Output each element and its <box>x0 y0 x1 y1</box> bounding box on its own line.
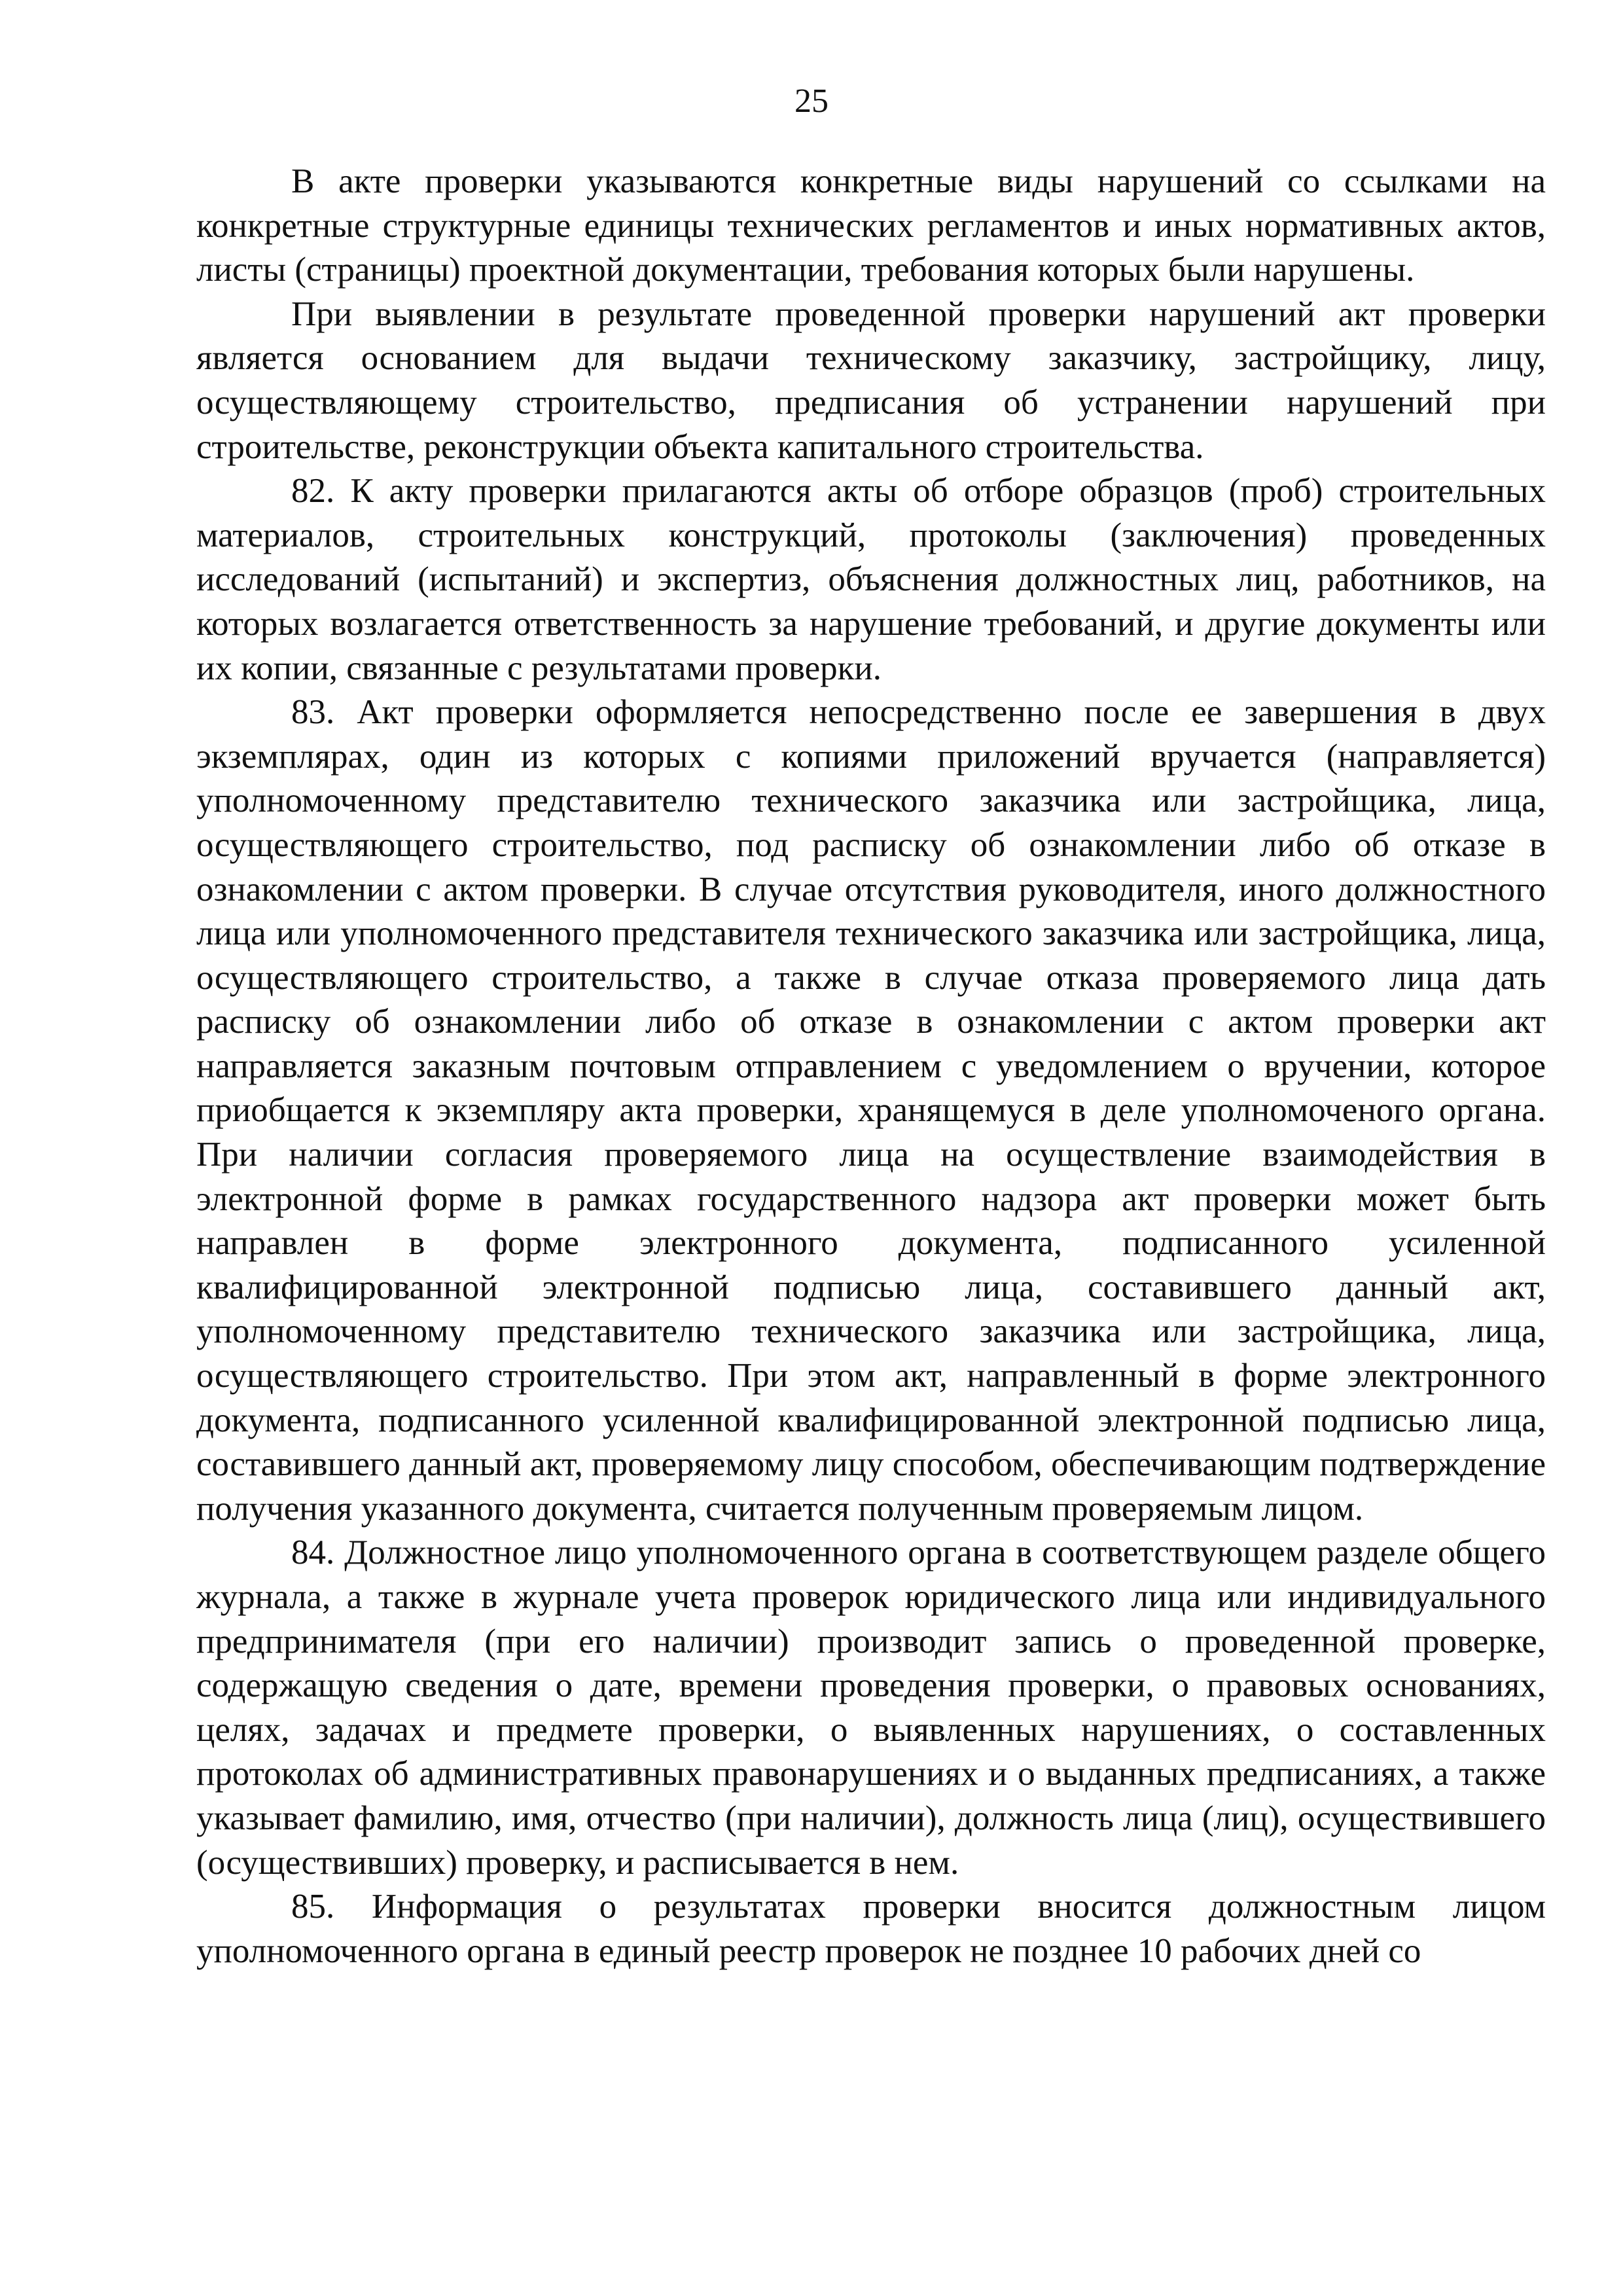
paragraph-violation-order-basis: При выявлении в результате проведенной проверки нарушений акт проверки является основанием для выдачи техническому заказчику, застройщику, лицу, осуществляющему строительство, предписания об устранении нарушений при строительстве, реконструкции объекта капитального строительства. <box>196 295 1546 466</box>
paragraph-84-journal-record: 84. Должностное лицо уполномоченного органа в соответствующем разделе общего журнала, а также в журнале учета проверок юридического лица или индивидуального предпринимателя (при его наличии) производит запись о проведенной проверке, содержащую сведения о дате, времени проведения проверки, о правовых основаниях, целях, задачах и предмете проверки, о выявленных нарушениях, о составленных протоколах об административных правонарушениях и о выданных предписаниях, а также указывает фамилию, имя, отчество (при наличии), должность лица (лиц), осуществившего (осуществивших) проверку, и расписывается в нем. <box>196 1534 1546 1882</box>
paragraph-85-register-entry: 85. Информация о результатах проверки вносится должностным лицом уполномоченного органа в единый реестр проверок не позднее 10 рабочих дней со <box>196 1888 1546 1970</box>
page-number: 25 <box>794 82 829 120</box>
paragraph-act-violations: В акте проверки указываются конкретные виды нарушений со ссылками на конкретные структурные единицы технических регламентов и иных нормативных актов, листы (страницы) проектной документации, требования которых были нарушены. <box>196 162 1546 289</box>
document-body <box>196 160 1546 1973</box>
paragraph-82-attachments: 82. К акту проверки прилагаются акты об отборе образцов (проб) строительных материалов, строительных конструкций, протоколы (заключения) проведенных исследований (испытаний) и экспертиз, объяснения должностных лиц, работников, на которых возлагается ответственность за нарушение требований, и другие документы или их копии, связанные с результатами проверки. <box>196 472 1546 687</box>
paragraph-83-act-delivery: 83. Акт проверки оформляется непосредственно после ее завершения в двух экземплярах, один из которых с копиями приложений вручается (направляется) уполномоченному представителю технического заказчика или застройщика, лица, осуществляющего строительство, под расписку об ознакомлении либо об отказе в ознакомлении с актом проверки. В случае отсутствия руководителя, иного должностного лица или уполномоченного представителя технического заказчика или застройщика, лица, осуществляющего строительство, а также в случае отказа проверяемого лица дать расписку об ознакомлении либо об отказе в ознакомлении с актом проверки акт направляется заказным почтовым отправлением с уведомлением о вручении, которое приобщается к экземпляру акта проверки, хранящемуся в деле уполномоченого органа. При наличии согласия проверяемого лица на осуществление взаимодействия в электронной форме в рамках государственного надзора акт проверки может быть направлен в форме электронного документа, подписанного усиленной квалифицированной электронной подписью лица, составившего данный акт, уполномоченному представителю технического заказчика или застройщика, лица, осуществляющего строительство. При этом акт, направленный в форме электронного документа, подписанного усиленной квалифицированной электронной подписью лица, составившего данный акт, проверяемому лицу способом, обеспечивающим подтверждение получения указанного документа, считается полученным проверяемым лицом. <box>196 693 1546 1528</box>
